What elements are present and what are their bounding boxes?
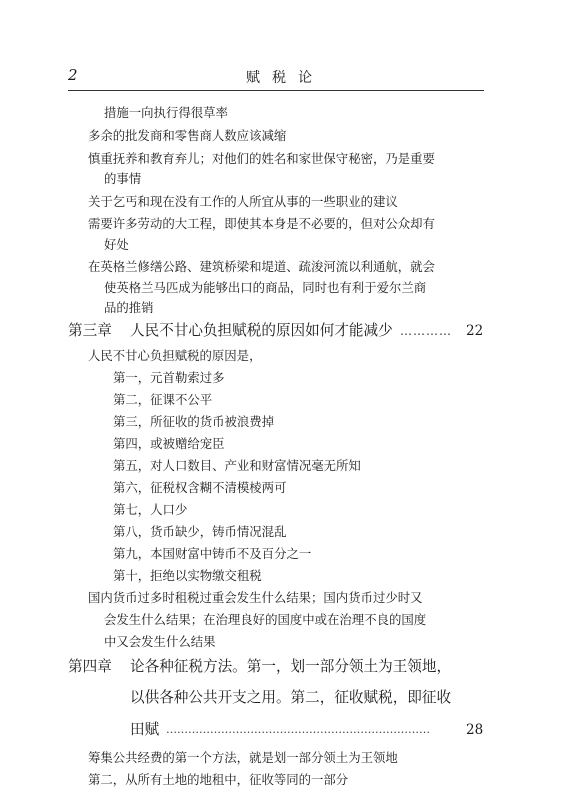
chapter-4-label: 第四章: [68, 658, 112, 675]
chapter-page-number: 22: [466, 323, 484, 339]
chapter-4-title: 田赋: [130, 721, 160, 738]
toc-line: 需要许多劳动的大工程，即使其本身是不必要的，但对公众却有: [88, 216, 435, 231]
chapter-page-number: 28: [466, 722, 484, 738]
toc-line: 的事情: [104, 171, 142, 186]
toc-line: 会发生什么结果；在治理良好的国度中或在治理不良的国度: [104, 612, 427, 627]
running-title: 赋税论: [246, 70, 324, 86]
chapter-title: 人民不甘心负担赋税的原因如何才能减少: [130, 322, 393, 339]
toc-line: 好处: [104, 237, 129, 252]
page-number: 2: [68, 66, 78, 84]
toc-line: 品的推销: [104, 300, 154, 315]
header-rule: [68, 90, 484, 91]
toc-line: 第七，人口少: [113, 502, 188, 517]
toc-line: 关于乞丐和现在没有工作的人所宜从事的一些职业的建议: [88, 194, 398, 209]
chapter-4-title: 论各种征税方法。第一，划一部分领土为王领地，: [130, 658, 452, 675]
toc-line: 在英格兰修缮公路、建筑桥梁和堤道、疏浚河流以利通航，就会: [88, 259, 435, 274]
toc-line: 慎重抚养和教育弃儿；对他们的姓名和家世保守秘密，乃是重要: [88, 151, 435, 166]
toc-line: 措施一向执行得很草率: [104, 105, 228, 120]
page-header: [68, 66, 484, 88]
toc-line: 第九，本国财富中铸币不及百分之一: [113, 546, 312, 561]
toc-line: 第十，拒绝以实物缴交租税: [113, 568, 262, 583]
toc-line: 筹集公共经费的第一个方法，就是划一部分领土为王领地: [88, 750, 398, 765]
dot-leader: …………: [400, 324, 452, 338]
toc-line: 第三，所征收的货币被浪费掉: [113, 414, 275, 429]
dot-leader: ………………………………………………………………: [166, 723, 430, 736]
toc-line: 第四，或被赠给宠臣: [113, 436, 225, 451]
toc-line: 使英格兰马匹成为能够出口的商品，同时也有利于爱尔兰商: [104, 280, 427, 295]
chapter-label: 第三章: [68, 322, 112, 339]
chapter-3-entry: [68, 321, 393, 341]
toc-line: 多余的批发商和零售商人数应该减缩: [88, 128, 287, 143]
toc-line: 第八，货币缺少，铸币情况混乱: [113, 524, 287, 539]
toc-line: 第五，对人口数目、产业和财富情况毫无所知: [113, 458, 361, 473]
toc-line: 第二，征课不公平: [113, 392, 213, 407]
toc-line: 国内货币过多时租税过重会发生什么结果；国内货币过少时又: [88, 590, 423, 605]
toc-line: 第六，征税权含糊不清模棱两可: [113, 480, 287, 495]
toc-line: 中又会发生什么结果: [104, 634, 216, 649]
toc-line: 第二，从所有土地的地租中，征收等同的一部分: [88, 772, 349, 787]
toc-line: 第一，元首勒索过多: [113, 370, 225, 385]
toc-line: 人民不甘心负担赋税的原因是，: [88, 348, 262, 363]
chapter-4-title: 以供各种公共开支之用。第二，征收赋税，即征收: [130, 689, 452, 706]
